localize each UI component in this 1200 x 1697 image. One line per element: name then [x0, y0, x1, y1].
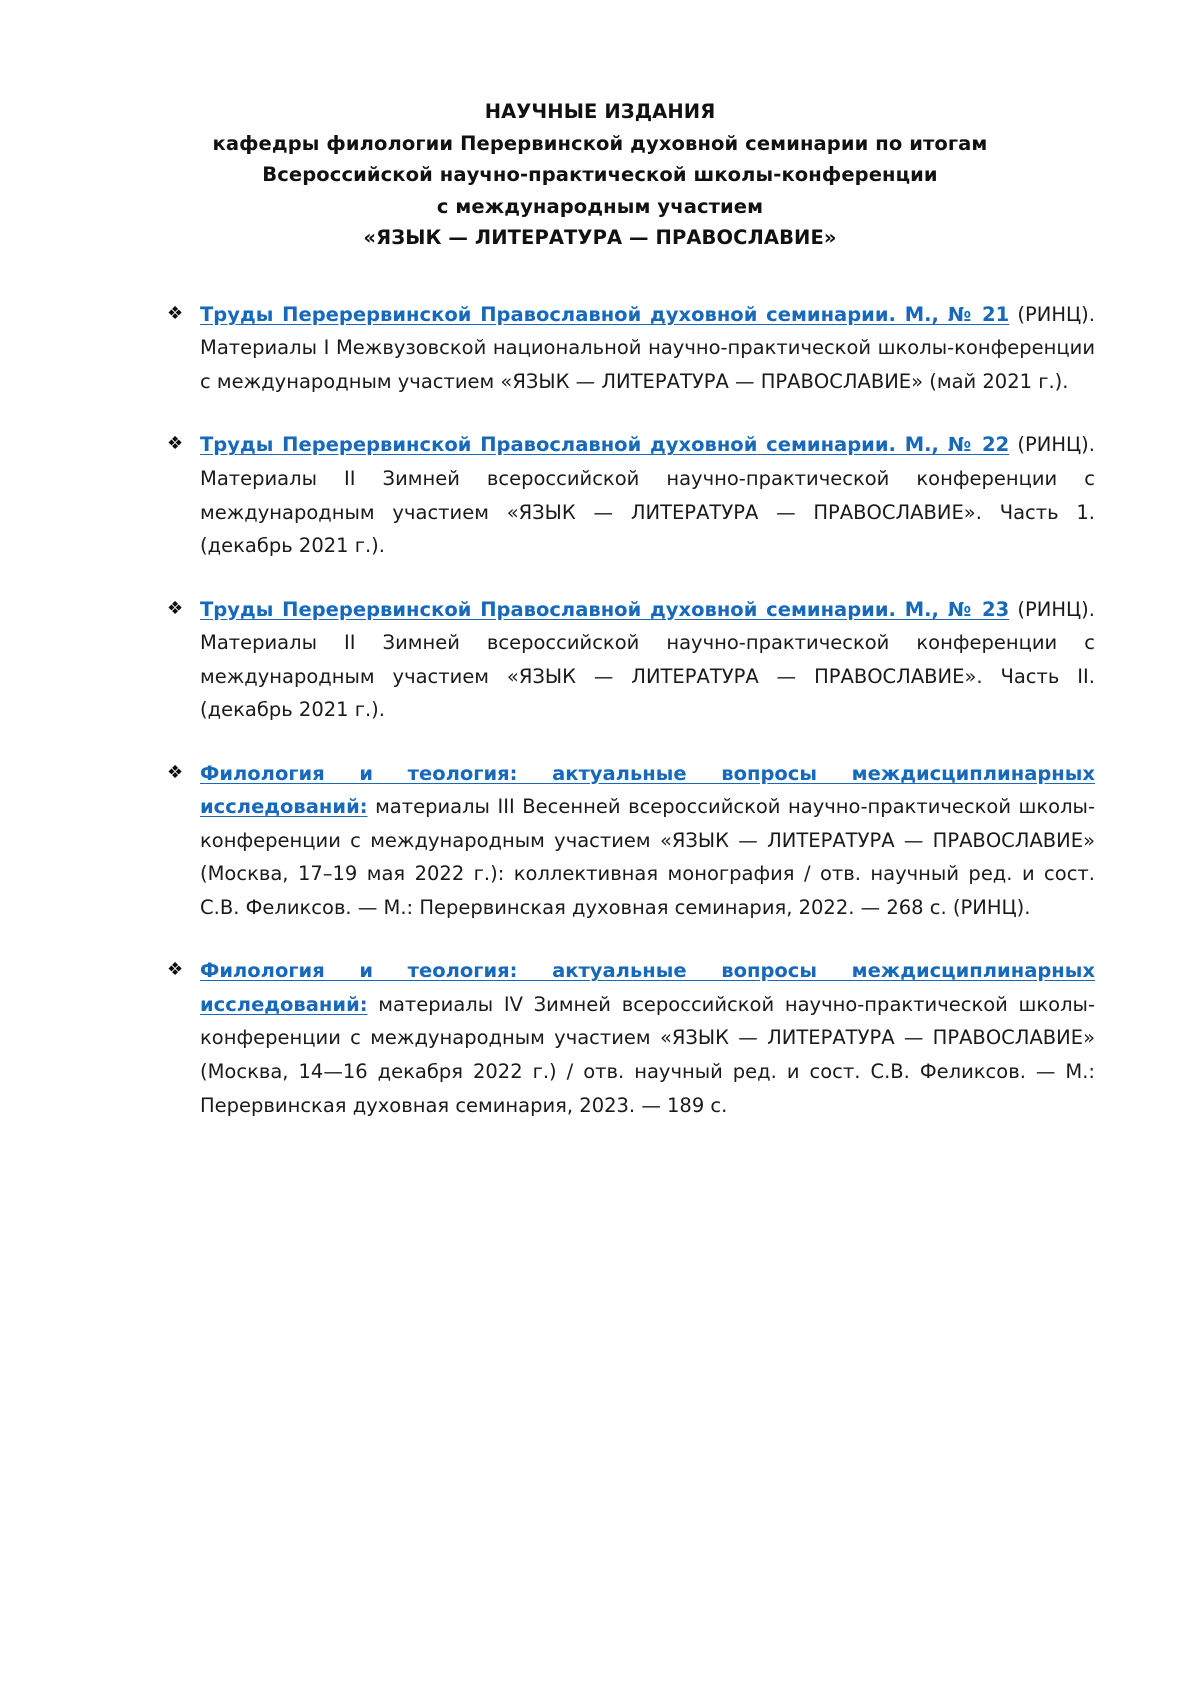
publication-description: (РИНЦ). Материалы II Зимней всероссийской научно-практической конференции с международным участием «ЯЗЫК — ЛИТЕРАТУРА — ПРАВОСЛАВИЕ». Часть II. (декабрь 2021 г.). — [200, 597, 1095, 722]
diamond-bullet-icon: ❖ — [167, 761, 184, 783]
title-line-5: «ЯЗЫК — ЛИТЕРАТУРА — ПРАВОСЛАВИЕ» — [363, 226, 837, 250]
diamond-bullet-icon: ❖ — [167, 959, 184, 981]
publication-description: материалы IV Зимней всероссийской научно-практической школы-конференции с международным участием «ЯЗЫК — ЛИТЕРАТУРА — ПРАВОСЛАВИЕ» (Москва, 14—16 декабря 2022 г.) / отв. научный ред. и сост. С.В. Феликсов. — М.: Перервинская духовная семинария, 2023. — 189 с. — [200, 992, 1095, 1117]
diamond-bullet-icon: ❖ — [167, 433, 184, 455]
publication-link[interactable]: Филология и теология: актуальные вопросы междисциплинарных исследований: — [200, 761, 1095, 819]
title-line-3: Всероссийской научно-практической школы-конференции — [262, 163, 938, 187]
list-item — [105, 298, 1095, 399]
publications-list — [105, 298, 1095, 1122]
list-item — [105, 428, 1095, 562]
title-line-2: кафедры филологии Перервинской духовной семинарии по итогам — [212, 131, 988, 155]
publication-description: (РИНЦ). Материалы I Межвузовской национальной научно-практической школы-конференции с международным участием «ЯЗЫК — ЛИТЕРАТУРА — ПРАВОСЛАВИЕ» (май 2021 г.). — [200, 302, 1095, 393]
publication-link[interactable]: Филология и теология: актуальные вопросы междисциплинарных исследований: — [200, 959, 1095, 1016]
diamond-bullet-icon: ❖ — [167, 597, 184, 619]
list-item — [105, 954, 1095, 1122]
diamond-bullet-icon: ❖ — [167, 302, 184, 324]
publication-link[interactable]: Труды Перерервинской Православной духовной семинарии. М., № 23 — [200, 597, 1010, 621]
title-line-1: НАУЧНЫЕ ИЗДАНИЯ — [484, 100, 716, 123]
page-title — [105, 96, 1095, 254]
list-item — [105, 757, 1095, 925]
publication-link[interactable]: Труды Перерервинской Православной духовной семинарии. М., № 21 — [200, 302, 1010, 326]
publication-description: (РИНЦ). Материалы II Зимней всероссийской научно-практической конференции с международным участием «ЯЗЫК — ЛИТЕРАТУРА — ПРАВОСЛАВИЕ». Часть 1. (декабрь 2021 г.). — [200, 433, 1095, 558]
title-line-4: с международным участием — [436, 194, 764, 218]
publication-link[interactable]: Труды Перерервинской Православной духовной семинарии. М., № 22 — [200, 433, 1010, 457]
list-item — [105, 593, 1095, 727]
publication-description: материалы III Весенней всероссийской научно-практической школы-конференции с международным участием «ЯЗЫК — ЛИТЕРАТУРА — ПРАВОСЛАВИЕ» (Москва, 17–19 мая 2022 г.): коллективная монография / отв. научный ред. и сост. С.В. Феликсов. — М.: Перервинская духовная семинария, 2022. — 268 с. (РИНЦ). — [200, 795, 1095, 919]
